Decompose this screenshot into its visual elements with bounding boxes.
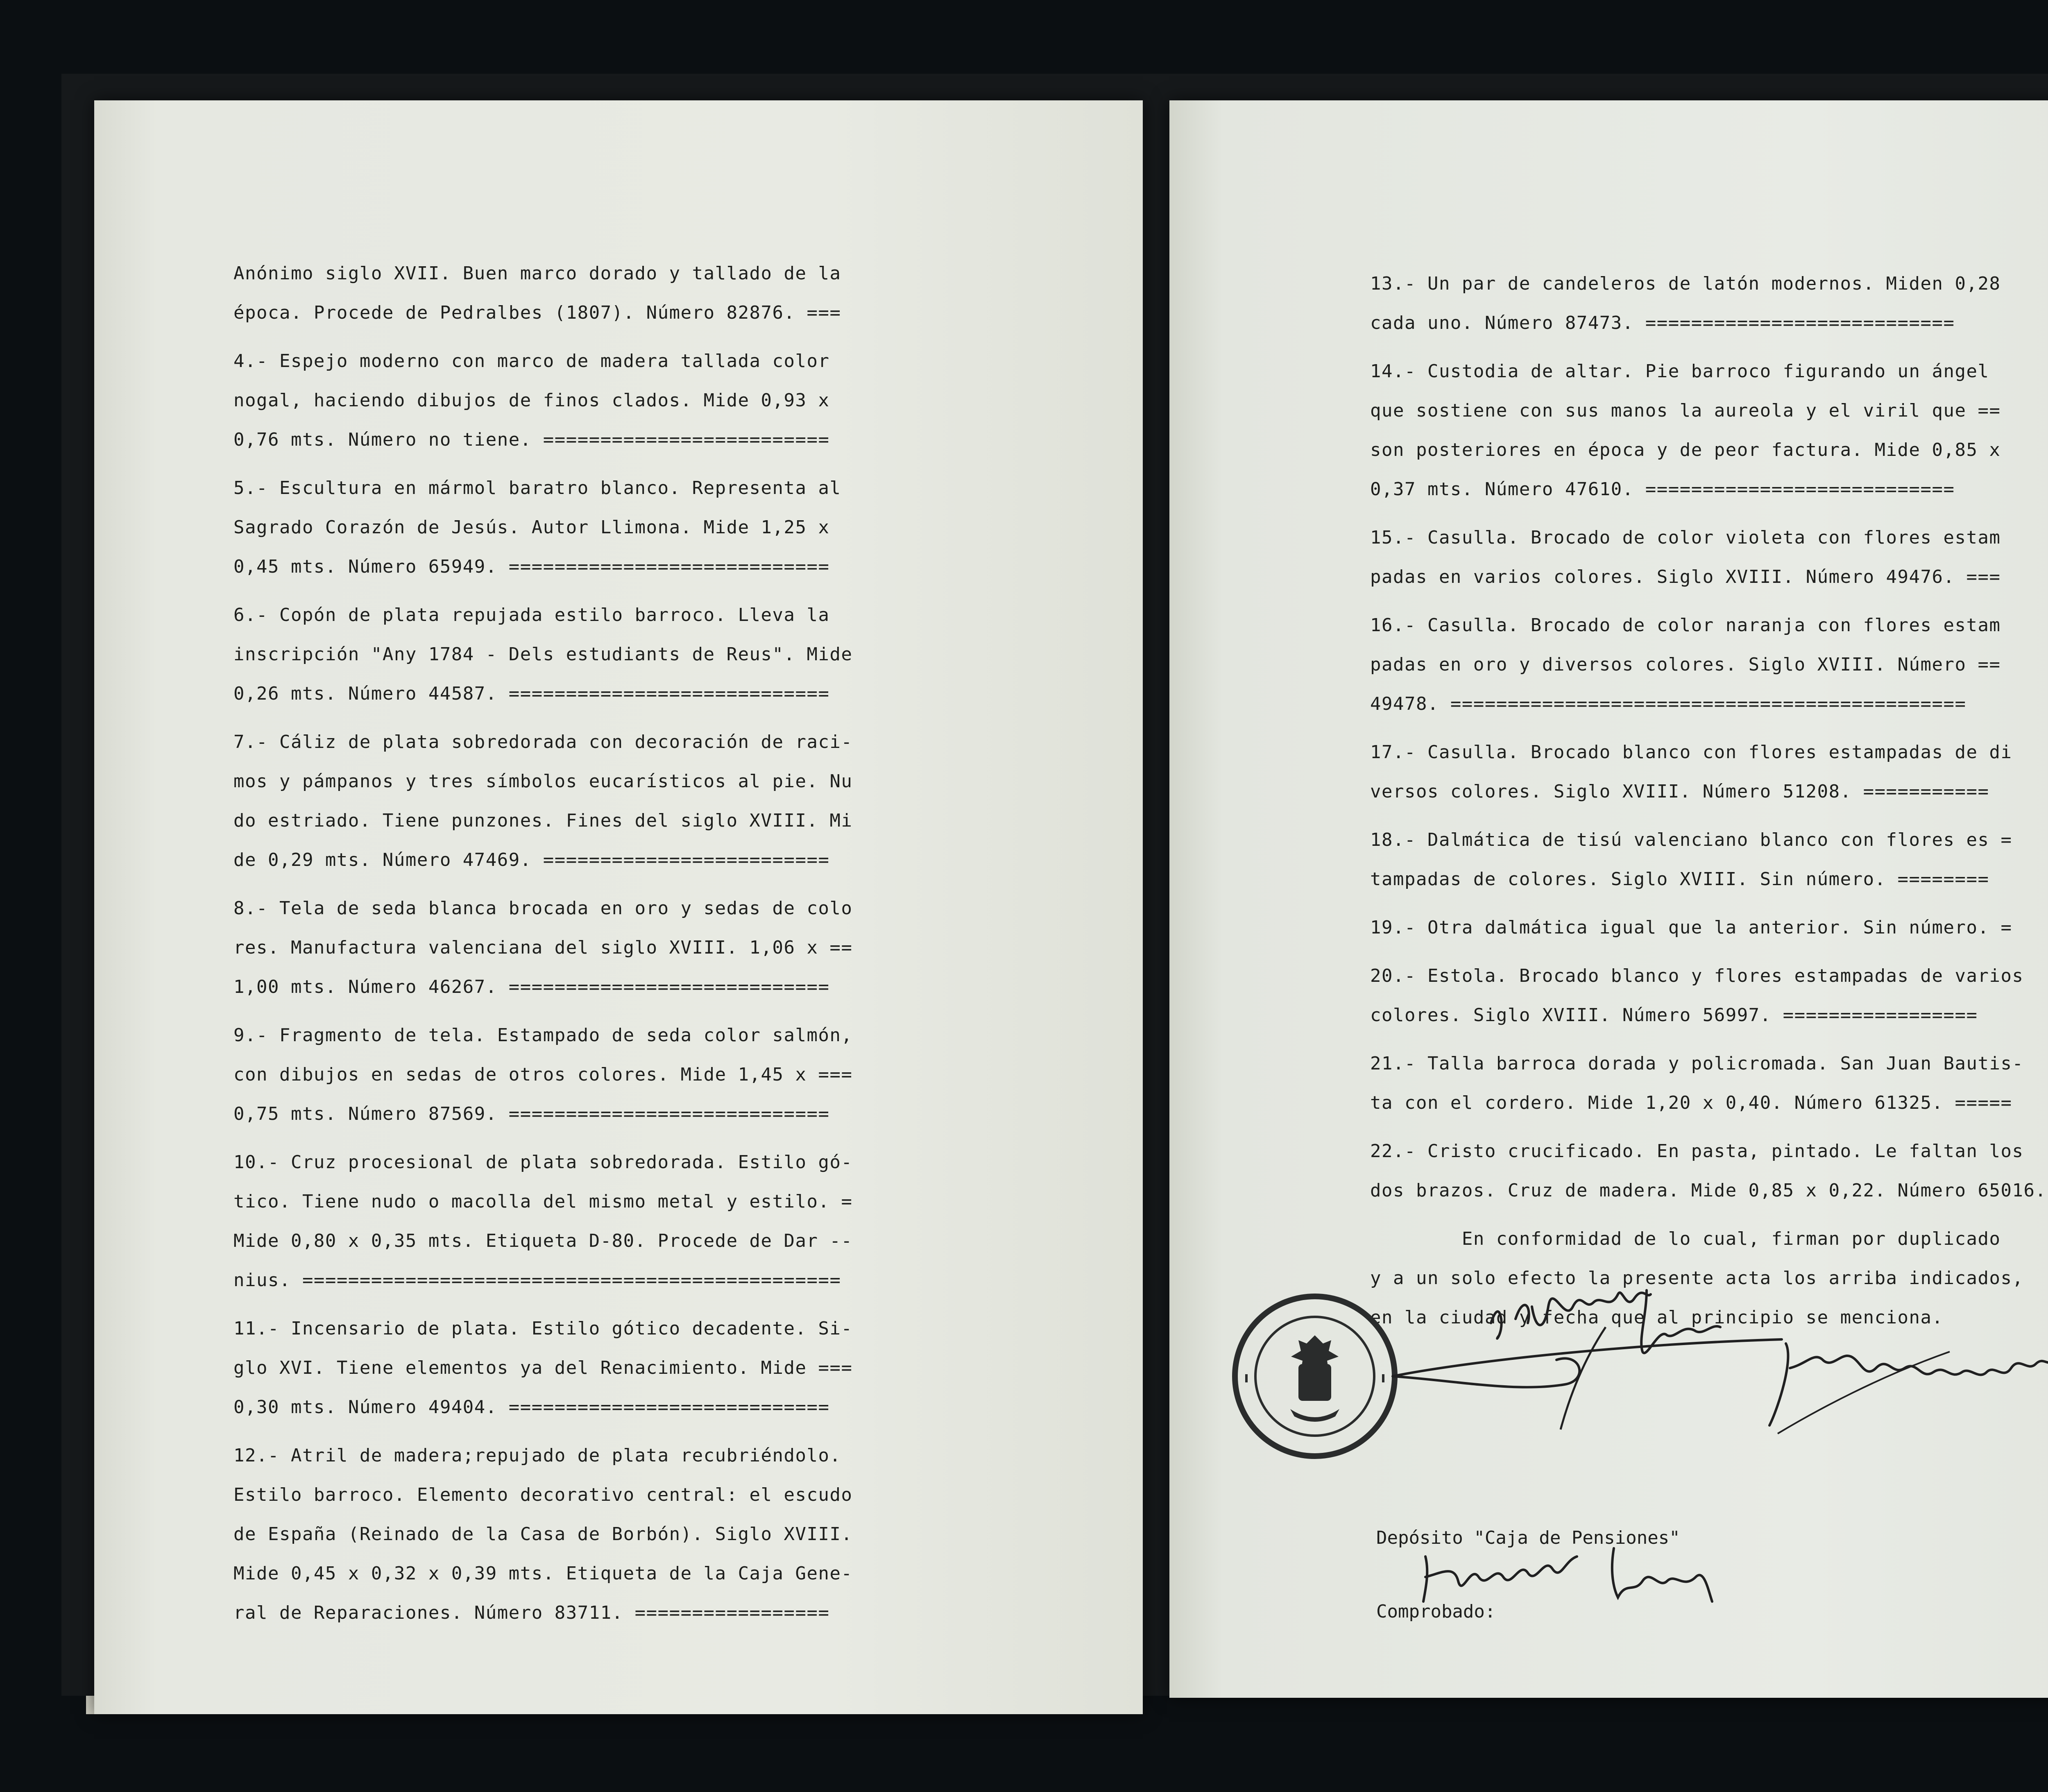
left-text-line: Anónimo siglo XVII. Buen marco dorado y tallado de la: [233, 263, 841, 284]
left-entry: [233, 1143, 1024, 1300]
checked-label: Comprobado:: [1376, 1601, 1496, 1622]
right-text-line: en la ciudad y fecha que al principio se menciona.: [1370, 1307, 1944, 1328]
left-text-line: nius. ===============================================: [233, 1270, 841, 1291]
right-text-line: 13.- Un par de candeleros de latón modernos. Miden 0,28: [1370, 273, 2001, 294]
right-text-line: 14.- Custodia de altar. Pie barroco figurando un ángel: [1370, 361, 1989, 382]
left-text-line: tico. Tiene nudo o macolla del mismo metal y estilo. =: [233, 1191, 853, 1212]
left-text-line: 6.- Copón de plata repujada estilo barroco. Lleva la: [233, 605, 830, 625]
deposit-block: [1376, 1477, 1680, 1649]
left-entry: [233, 889, 1024, 1007]
left-text-line: mos y pámpanos y tres símbolos eucarísticos al pie. Nu: [233, 771, 853, 792]
right-text-line: dos brazos. Cruz de madera. Mide 0,85 x 0,22. Número 65016.: [1370, 1180, 2047, 1201]
left-text-line: Mide 0,45 x 0,32 x 0,39 mts. Etiqueta de la Caja Gene-: [233, 1563, 853, 1584]
right-text-line: 49478. =============================================: [1370, 693, 1966, 714]
left-text-line: 1,00 mts. Número 46267. ============================: [233, 976, 830, 997]
left-entry: [233, 254, 1024, 333]
right-entry: [1370, 518, 2048, 597]
left-page-text: [233, 254, 1024, 1642]
right-entry: [1370, 264, 2048, 343]
right-entry: [1370, 606, 2048, 724]
right-text-line: y a un solo efecto la presente acta los arriba indicados,: [1370, 1268, 2024, 1289]
left-text-line: res. Manufactura valenciana del siglo XVIII. 1,06 x ==: [233, 937, 853, 958]
right-text-line: colores. Siglo XVIII. Número 56997. =================: [1370, 1005, 1978, 1026]
left-entry: [233, 596, 1024, 714]
right-text-line: son posteriores en época y de peor factura. Mide 0,85 x: [1370, 440, 2001, 460]
left-text-line: 12.- Atril de madera;repujado de plata recubriéndolo.: [233, 1445, 841, 1466]
left-text-line: de España (Reinado de la Casa de Borbón). Siglo XVIII.: [233, 1524, 853, 1545]
right-text-line: padas en varios colores. Siglo XVIII. Número 49476. ===: [1370, 566, 2001, 587]
left-text-line: 4.- Espejo moderno con marco de madera tallada color: [233, 351, 830, 372]
left-text-line: época. Procede de Pedralbes (1807). Número 82876. ===: [233, 302, 841, 323]
left-text-line: 9.- Fragmento de tela. Estampado de seda color salmón,: [233, 1025, 853, 1046]
left-text-line: 0,26 mts. Número 44587. ============================: [233, 683, 830, 704]
right-text-line: 22.- Cristo crucificado. En pasta, pintado. Le faltan los: [1370, 1141, 2024, 1162]
left-entry: [233, 1016, 1024, 1134]
right-text-line: ta con el cordero. Mide 1,20 x 0,40. Número 61325. =====: [1370, 1092, 2012, 1113]
right-text-line: 21.- Talla barroca dorada y policromada. San Juan Bautis-: [1370, 1053, 2024, 1074]
right-text-line: En conformidad de lo cual, firman por duplicado: [1370, 1228, 2001, 1249]
left-text-line: 10.- Cruz procesional de plata sobredorada. Estilo gó-: [233, 1152, 853, 1173]
left-text-line: Estilo barroco. Elemento decorativo central: el escudo: [233, 1484, 853, 1505]
left-text-line: con dibujos en sedas de otros colores. Mide 1,45 x ===: [233, 1064, 853, 1085]
left-entry: [233, 1309, 1024, 1427]
left-entry: [233, 1436, 1024, 1633]
right-text-line: que sostiene con sus manos la aureola y el viril que ==: [1370, 400, 2001, 421]
right-entry: [1370, 956, 2048, 1035]
left-text-line: 0,30 mts. Número 49404. ============================: [233, 1397, 830, 1418]
left-text-line: Mide 0,80 x 0,35 mts. Etiqueta D-80. Procede de Dar --: [233, 1230, 853, 1251]
right-text-line: padas en oro y diversos colores. Siglo XVIII. Número ==: [1370, 654, 2001, 675]
left-text-line: glo XVI. Tiene elementos ya del Renacimiento. Mide ===: [233, 1357, 853, 1378]
left-text-line: 0,76 mts. Número no tiene. =========================: [233, 429, 830, 450]
left-text-line: 11.- Incensario de plata. Estilo gótico decadente. Si-: [233, 1318, 853, 1339]
right-text-line: 16.- Casulla. Brocado de color naranja con flores estam: [1370, 615, 2001, 636]
right-entry: [1370, 1044, 2048, 1123]
right-text-line: tampadas de colores. Siglo XVIII. Sin número. ========: [1370, 869, 1989, 890]
left-text-line: 0,45 mts. Número 65949. ============================: [233, 556, 830, 577]
left-text-line: 5.- Escultura en mármol baratro blanco. Representa al: [233, 478, 841, 498]
right-text-line: 0,37 mts. Número 47610. ===========================: [1370, 479, 1955, 500]
left-entry: [233, 469, 1024, 587]
left-text-line: inscripción "Any 1784 - Dels estudiants de Reus". Mide: [233, 644, 853, 665]
official-seal-stamp: [1229, 1290, 1401, 1462]
right-entry: [1370, 820, 2048, 899]
right-text-line: 15.- Casulla. Brocado de color violeta con flores estam: [1370, 527, 2001, 548]
left-text-line: do estriado. Tiene punzones. Fines del siglo XVIII. Mi: [233, 810, 853, 831]
deposit-label: Depósito "Caja de Pensiones": [1376, 1527, 1680, 1548]
left-entry: [233, 342, 1024, 460]
left-entry: [233, 723, 1024, 880]
right-text-line: cada uno. Número 87473. ===========================: [1370, 313, 1955, 333]
right-text-line: 18.- Dalmática de tisú valenciano blanco con flores es =: [1370, 829, 2012, 850]
right-page-text: [1370, 264, 2048, 1346]
right-entry: [1370, 733, 2048, 811]
right-text-line: 19.- Otra dalmática igual que la anterior. Sin número. =: [1370, 917, 2012, 938]
signature-jose-jimenez: [1761, 1323, 2048, 1454]
right-text-line: 17.- Casulla. Brocado blanco con flores estampadas de di: [1370, 742, 2012, 763]
right-text-line: 20.- Estola. Brocado blanco y flores estampadas de varios: [1370, 965, 2024, 986]
left-text-line: nogal, haciendo dibujos de finos clados. Mide 0,93 x: [233, 390, 830, 411]
left-text-line: Sagrado Corazón de Jesús. Autor Llimona. Mide 1,25 x: [233, 517, 830, 538]
left-text-line: ral de Reparaciones. Número 83711. =================: [233, 1602, 830, 1623]
left-text-line: 7.- Cáliz de plata sobredorada con decoración de raci-: [233, 732, 853, 752]
right-text-line: versos colores. Siglo XVIII. Número 51208. ===========: [1370, 781, 1989, 802]
right-entry: [1370, 908, 2048, 947]
right-entry: [1370, 352, 2048, 509]
right-entry: [1370, 1132, 2048, 1210]
left-text-line: 8.- Tela de seda blanca brocada en oro y sedas de colo: [233, 898, 853, 919]
signature-luis-monreal: [1384, 1274, 1815, 1446]
left-text-line: de 0,29 mts. Número 47469. =========================: [233, 850, 830, 870]
left-text-line: 0,75 mts. Número 87569. ============================: [233, 1103, 830, 1124]
